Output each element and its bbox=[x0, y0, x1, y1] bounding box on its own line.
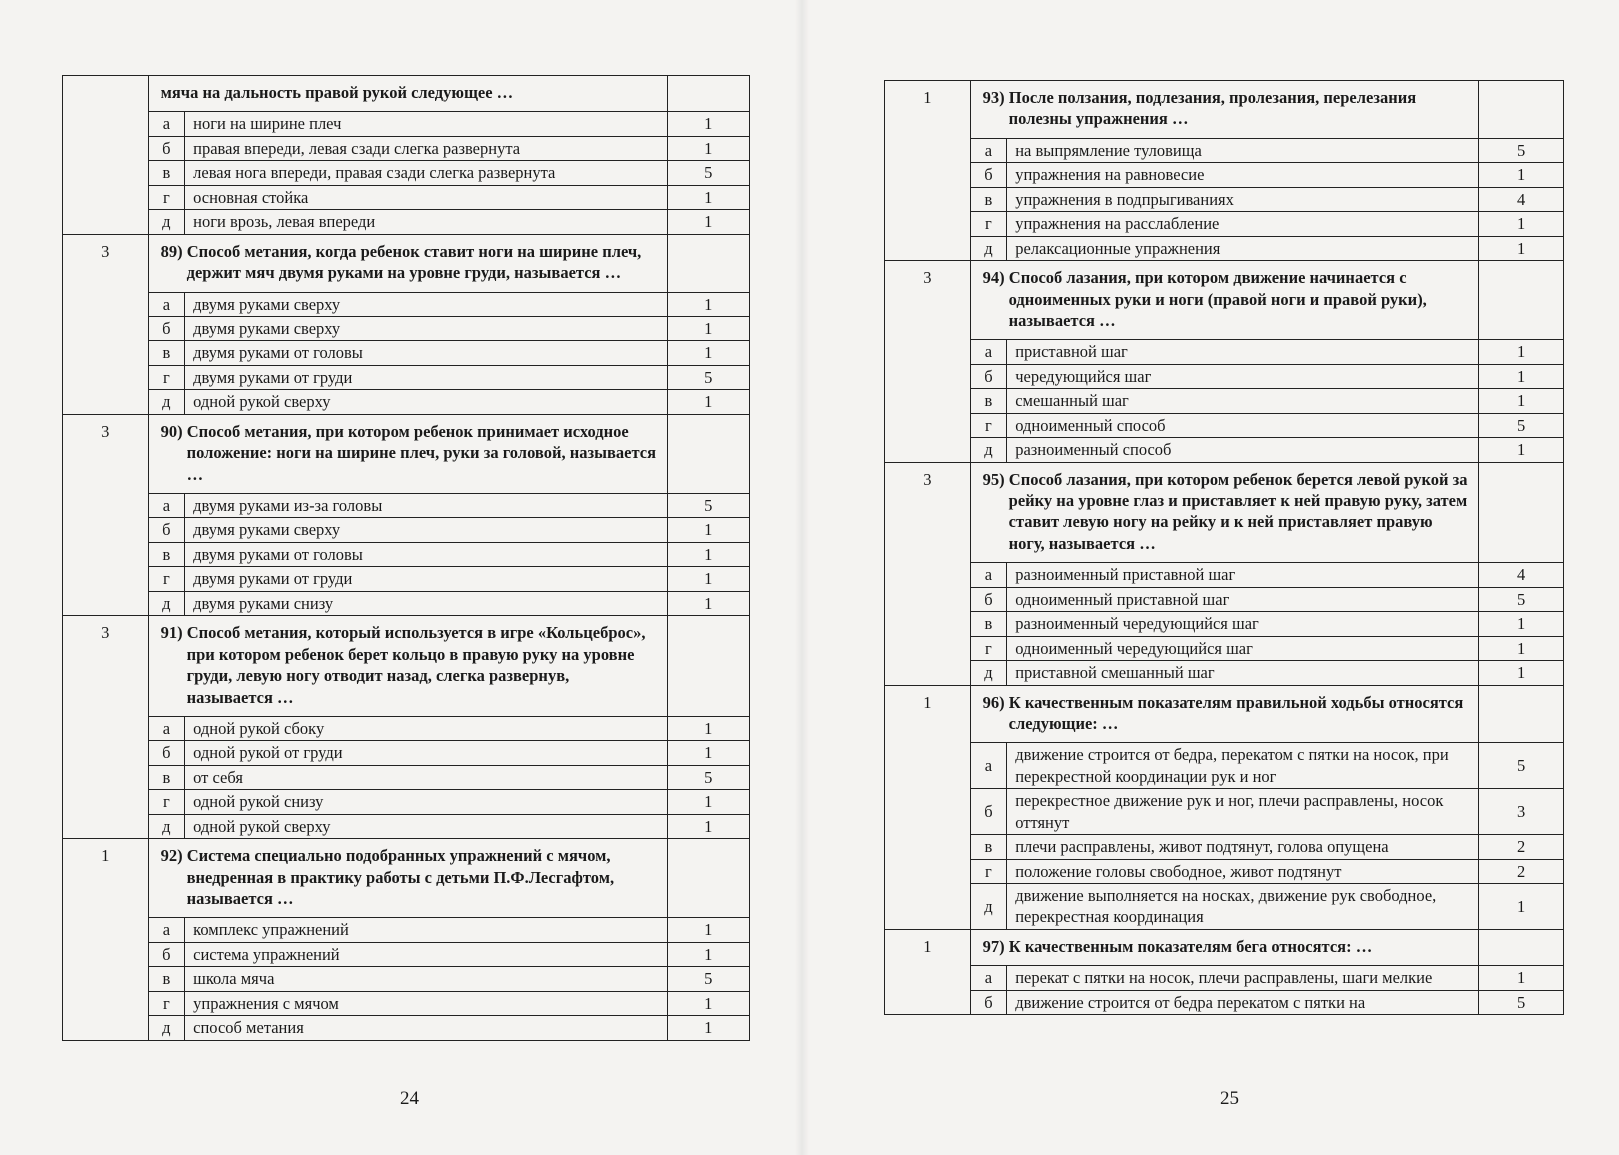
question-text-cell bbox=[970, 929, 1479, 965]
option-letter: в bbox=[970, 612, 1007, 636]
option-score: 1 bbox=[1479, 636, 1564, 660]
option-row bbox=[63, 918, 750, 942]
option-text: приставной шаг bbox=[1007, 340, 1479, 364]
option-row bbox=[885, 859, 1564, 883]
option-row bbox=[63, 591, 750, 615]
option-letter: д bbox=[148, 1016, 185, 1040]
question-points: 3 bbox=[885, 261, 971, 463]
option-letter: б bbox=[970, 364, 1007, 388]
option-row bbox=[63, 942, 750, 966]
question-text-cell bbox=[970, 81, 1479, 139]
option-score: 1 bbox=[667, 185, 750, 209]
option-row bbox=[885, 661, 1564, 685]
question-points: 1 bbox=[885, 929, 971, 1014]
question-score-cell bbox=[1479, 929, 1564, 965]
option-text: двумя руками от груди bbox=[185, 365, 667, 389]
option-score: 1 bbox=[667, 814, 750, 838]
option-letter: б bbox=[970, 587, 1007, 611]
option-text: одноименный приставной шаг bbox=[1007, 587, 1479, 611]
option-row bbox=[63, 365, 750, 389]
option-text: перекрестное движение рук и ног, плечи расправлены, носок оттянут bbox=[1007, 789, 1479, 835]
option-text: двумя руками от груди bbox=[185, 567, 667, 591]
option-row bbox=[885, 789, 1564, 835]
option-score: 1 bbox=[1479, 884, 1564, 930]
option-letter: г bbox=[148, 185, 185, 209]
option-score: 1 bbox=[667, 136, 750, 160]
question-points: 1 bbox=[885, 685, 971, 929]
option-text: одной рукой сбоку bbox=[185, 716, 667, 740]
question-points: 3 bbox=[885, 462, 971, 685]
option-text: положение головы свободное, живот подтянут bbox=[1007, 859, 1479, 883]
option-score: 1 bbox=[667, 292, 750, 316]
option-letter: д bbox=[148, 591, 185, 615]
option-row bbox=[885, 236, 1564, 260]
option-letter: г bbox=[970, 212, 1007, 236]
option-row bbox=[63, 494, 750, 518]
option-score: 1 bbox=[667, 991, 750, 1015]
option-letter: а bbox=[970, 563, 1007, 587]
option-text: разноименный способ bbox=[1007, 438, 1479, 462]
option-text: плечи расправлены, живот подтянут, голова опущена bbox=[1007, 835, 1479, 859]
option-text: система упражнений bbox=[185, 942, 667, 966]
option-text: правая впереди, левая сзади слегка развернута bbox=[185, 136, 667, 160]
option-letter: а bbox=[970, 340, 1007, 364]
option-letter: д bbox=[970, 236, 1007, 260]
question-text-cell bbox=[148, 839, 667, 918]
option-row bbox=[885, 438, 1564, 462]
question-text: 95) Способ лазания, при котором ребенок берется левой рукой за рейку на уровне глаз и приставляет к ней правую руку, затем ставит левую ногу на рейку и к ней приставляет правую ногу, называется … bbox=[982, 469, 1468, 553]
option-row bbox=[63, 518, 750, 542]
option-score: 1 bbox=[667, 716, 750, 740]
option-score: 5 bbox=[667, 365, 750, 389]
page-left bbox=[0, 0, 800, 1155]
option-text: упражнения с мячом bbox=[185, 991, 667, 1015]
option-score: 5 bbox=[667, 765, 750, 789]
question-text: 96) К качественным показателям правильной ходьбы относятся следующие: … bbox=[982, 692, 1464, 733]
option-score: 5 bbox=[667, 967, 750, 991]
option-score: 1 bbox=[1479, 661, 1564, 685]
question-text: 89) Способ метания, когда ребенок ставит ноги на ширине плеч, держит мяч двумя руками на уровне груди, называется … bbox=[160, 241, 642, 283]
question-row bbox=[63, 839, 750, 918]
option-score: 1 bbox=[667, 918, 750, 942]
option-letter: в bbox=[148, 967, 185, 991]
option-score: 1 bbox=[667, 390, 750, 414]
option-letter: а bbox=[148, 112, 185, 136]
option-letter: г bbox=[148, 365, 185, 389]
option-text: основная стойка bbox=[185, 185, 667, 209]
question-text-cell bbox=[148, 76, 667, 112]
option-text: двумя руками сверху bbox=[185, 316, 667, 340]
option-letter: д bbox=[148, 390, 185, 414]
question-text: 97) К качественным показателям бега относятся: … bbox=[982, 936, 1373, 956]
option-score: 5 bbox=[1479, 413, 1564, 437]
option-letter: г bbox=[970, 413, 1007, 437]
option-row bbox=[885, 835, 1564, 859]
option-score: 1 bbox=[667, 518, 750, 542]
page-number-right: 25 bbox=[1220, 1088, 1239, 1109]
option-row bbox=[885, 340, 1564, 364]
option-letter: д bbox=[970, 438, 1007, 462]
option-score: 2 bbox=[1479, 859, 1564, 883]
option-text: комплекс упражнений bbox=[185, 918, 667, 942]
question-text: мяча на дальность правой рукой следующее … bbox=[160, 83, 514, 102]
page-right bbox=[800, 0, 1619, 1155]
option-score: 5 bbox=[1479, 990, 1564, 1014]
option-row bbox=[63, 991, 750, 1015]
option-text: упражнения в подпрыгиваниях bbox=[1007, 187, 1479, 211]
option-score: 1 bbox=[1479, 612, 1564, 636]
option-row bbox=[63, 967, 750, 991]
question-text: 94) Способ лазания, при котором движение начинается с одноименных руки и ноги (правой ноги и правой руки), называется … bbox=[982, 268, 1427, 330]
question-row bbox=[63, 616, 750, 717]
option-row bbox=[885, 612, 1564, 636]
option-letter: д bbox=[148, 210, 185, 234]
option-text: движение строится от бедра, перекатом с пятки на носок, при перекрестной координации рук и ног bbox=[1007, 743, 1479, 789]
option-row bbox=[63, 292, 750, 316]
option-letter: а bbox=[970, 138, 1007, 162]
option-row bbox=[63, 716, 750, 740]
option-letter: в bbox=[970, 187, 1007, 211]
option-text: разноименный чередующийся шаг bbox=[1007, 612, 1479, 636]
page-number-left: 24 bbox=[400, 1088, 419, 1109]
option-text: двумя руками снизу bbox=[185, 591, 667, 615]
option-row bbox=[885, 187, 1564, 211]
question-text: 91) Способ метания, который используется в игре «Кольцеброс», при котором ребенок берет кольцо в правую руку на уровне груди, левую ногу отводит назад, слегка развернув, называется … bbox=[160, 623, 646, 707]
option-letter: д bbox=[970, 884, 1007, 930]
question-text-cell bbox=[970, 261, 1479, 340]
option-row bbox=[63, 741, 750, 765]
question-text: 92) Система специально подобранных упражнений с мячом, внедренная в практику работы с детьми П.Ф.Лесгафтом, называется … bbox=[160, 846, 615, 908]
option-row bbox=[63, 136, 750, 160]
option-row bbox=[885, 563, 1564, 587]
option-score: 1 bbox=[667, 316, 750, 340]
question-score-cell bbox=[1479, 261, 1564, 340]
option-score: 5 bbox=[1479, 138, 1564, 162]
question-text: 93) После ползания, подлезания, пролезания, перелезания полезны упражнения … bbox=[982, 88, 1417, 129]
option-text: приставной смешанный шаг bbox=[1007, 661, 1479, 685]
question-score-cell bbox=[667, 76, 750, 112]
question-row bbox=[885, 261, 1564, 340]
option-score: 1 bbox=[1479, 236, 1564, 260]
option-letter: б bbox=[148, 136, 185, 160]
option-score: 1 bbox=[1479, 212, 1564, 236]
option-letter: в bbox=[148, 542, 185, 566]
option-letter: б bbox=[970, 990, 1007, 1014]
option-letter: а bbox=[148, 494, 185, 518]
option-text: перекат с пятки на носок, плечи расправлены, шаги мелкие bbox=[1007, 966, 1479, 990]
question-row bbox=[885, 685, 1564, 743]
option-row bbox=[63, 112, 750, 136]
option-row bbox=[885, 743, 1564, 789]
option-score: 5 bbox=[667, 161, 750, 185]
option-score: 1 bbox=[667, 942, 750, 966]
option-row bbox=[885, 413, 1564, 437]
option-text: двумя руками сверху bbox=[185, 518, 667, 542]
question-row bbox=[63, 414, 750, 493]
option-letter: г bbox=[148, 991, 185, 1015]
option-row bbox=[885, 884, 1564, 930]
option-row bbox=[63, 567, 750, 591]
option-score: 1 bbox=[667, 591, 750, 615]
option-letter: а bbox=[970, 966, 1007, 990]
option-text: одноименный чередующийся шаг bbox=[1007, 636, 1479, 660]
option-row bbox=[885, 587, 1564, 611]
option-text: способ метания bbox=[185, 1016, 667, 1040]
option-letter: д bbox=[970, 661, 1007, 685]
option-row bbox=[63, 210, 750, 234]
option-row bbox=[63, 185, 750, 209]
option-row bbox=[885, 212, 1564, 236]
option-text: упражнения на равновесие bbox=[1007, 163, 1479, 187]
option-letter: д bbox=[148, 814, 185, 838]
option-text: движение строится от бедра перекатом с пятки на bbox=[1007, 990, 1479, 1014]
question-score-cell bbox=[667, 234, 750, 292]
option-score: 5 bbox=[667, 494, 750, 518]
option-text: одной рукой сверху bbox=[185, 814, 667, 838]
option-row bbox=[885, 990, 1564, 1014]
option-letter: г bbox=[148, 790, 185, 814]
option-score: 2 bbox=[1479, 835, 1564, 859]
question-row bbox=[885, 81, 1564, 139]
option-letter: а bbox=[148, 716, 185, 740]
option-row bbox=[885, 966, 1564, 990]
option-score: 1 bbox=[1479, 438, 1564, 462]
option-score: 4 bbox=[1479, 187, 1564, 211]
option-text: чередующийся шаг bbox=[1007, 364, 1479, 388]
question-text-cell bbox=[148, 616, 667, 717]
option-text: ноги на ширине плеч bbox=[185, 112, 667, 136]
option-text: ноги врозь, левая впереди bbox=[185, 210, 667, 234]
option-letter: б bbox=[970, 163, 1007, 187]
option-letter: б bbox=[148, 942, 185, 966]
option-letter: б bbox=[148, 316, 185, 340]
question-text-cell bbox=[970, 685, 1479, 743]
option-letter: в bbox=[148, 161, 185, 185]
option-letter: г bbox=[970, 636, 1007, 660]
option-text: двумя руками из-за головы bbox=[185, 494, 667, 518]
question-text-cell bbox=[970, 462, 1479, 563]
option-text: одной рукой сверху bbox=[185, 390, 667, 414]
option-row bbox=[63, 341, 750, 365]
option-row bbox=[63, 790, 750, 814]
option-row bbox=[63, 814, 750, 838]
question-points: 1 bbox=[63, 839, 149, 1041]
option-letter: а bbox=[148, 918, 185, 942]
option-text: разноименный приставной шаг bbox=[1007, 563, 1479, 587]
question-points: 1 bbox=[885, 81, 971, 261]
question-points: 3 bbox=[63, 414, 149, 616]
option-letter: б bbox=[148, 741, 185, 765]
option-score: 1 bbox=[667, 112, 750, 136]
option-letter: в bbox=[970, 835, 1007, 859]
option-text: одноименный способ bbox=[1007, 413, 1479, 437]
option-score: 5 bbox=[1479, 587, 1564, 611]
option-letter: г bbox=[970, 859, 1007, 883]
option-text: школа мяча bbox=[185, 967, 667, 991]
option-text: движение выполняется на носках, движение рук свободное, перекрестная координация bbox=[1007, 884, 1479, 930]
option-text: смешанный шаг bbox=[1007, 389, 1479, 413]
option-score: 5 bbox=[1479, 743, 1564, 789]
option-score: 1 bbox=[667, 341, 750, 365]
option-letter: в bbox=[148, 765, 185, 789]
option-score: 1 bbox=[667, 741, 750, 765]
question-table-left bbox=[62, 75, 750, 1041]
question-score-cell bbox=[1479, 81, 1564, 139]
option-text: одной рукой снизу bbox=[185, 790, 667, 814]
question-points: 3 bbox=[63, 616, 149, 839]
option-letter: б bbox=[970, 789, 1007, 835]
question-score-cell bbox=[667, 839, 750, 918]
option-row bbox=[885, 163, 1564, 187]
option-letter: а bbox=[970, 743, 1007, 789]
question-score-cell bbox=[1479, 462, 1564, 563]
option-text: одной рукой от груди bbox=[185, 741, 667, 765]
question-table-right bbox=[884, 80, 1564, 1015]
question-score-cell bbox=[1479, 685, 1564, 743]
question-text-cell bbox=[148, 414, 667, 493]
option-score: 1 bbox=[1479, 364, 1564, 388]
option-text: двумя руками от головы bbox=[185, 341, 667, 365]
option-score: 1 bbox=[1479, 340, 1564, 364]
option-row bbox=[885, 364, 1564, 388]
option-row bbox=[885, 636, 1564, 660]
option-score: 4 bbox=[1479, 563, 1564, 587]
option-score: 1 bbox=[667, 210, 750, 234]
option-text: релаксационные упражнения bbox=[1007, 236, 1479, 260]
option-score: 1 bbox=[1479, 389, 1564, 413]
option-text: двумя руками от головы bbox=[185, 542, 667, 566]
option-letter: а bbox=[148, 292, 185, 316]
option-score: 3 bbox=[1479, 789, 1564, 835]
option-score: 1 bbox=[1479, 163, 1564, 187]
option-letter: г bbox=[148, 567, 185, 591]
question-row bbox=[63, 234, 750, 292]
question-points bbox=[63, 76, 149, 235]
option-score: 1 bbox=[667, 790, 750, 814]
option-text: двумя руками сверху bbox=[185, 292, 667, 316]
option-score: 1 bbox=[1479, 966, 1564, 990]
question-row bbox=[885, 929, 1564, 965]
option-letter: в bbox=[148, 341, 185, 365]
option-text: от себя bbox=[185, 765, 667, 789]
question-score-cell bbox=[667, 616, 750, 717]
option-letter: в bbox=[970, 389, 1007, 413]
option-row bbox=[885, 138, 1564, 162]
option-row bbox=[63, 1016, 750, 1040]
question-row bbox=[885, 462, 1564, 563]
question-score-cell bbox=[667, 414, 750, 493]
option-row bbox=[63, 542, 750, 566]
option-score: 1 bbox=[667, 567, 750, 591]
option-letter: б bbox=[148, 518, 185, 542]
question-row bbox=[63, 76, 750, 112]
option-row bbox=[63, 765, 750, 789]
option-row bbox=[63, 390, 750, 414]
question-points: 3 bbox=[63, 234, 149, 414]
option-score: 1 bbox=[667, 542, 750, 566]
question-text-cell bbox=[148, 234, 667, 292]
option-row bbox=[63, 316, 750, 340]
option-text: левая нога впереди, правая сзади слегка развернута bbox=[185, 161, 667, 185]
option-score: 1 bbox=[667, 1016, 750, 1040]
option-text: на выпрямление туловища bbox=[1007, 138, 1479, 162]
option-row bbox=[63, 161, 750, 185]
option-row bbox=[885, 389, 1564, 413]
question-text: 90) Способ метания, при котором ребенок принимает исходное положение: ноги на ширине плеч, руки за головой, называется … bbox=[160, 421, 657, 484]
option-text: упражнения на расслабление bbox=[1007, 212, 1479, 236]
